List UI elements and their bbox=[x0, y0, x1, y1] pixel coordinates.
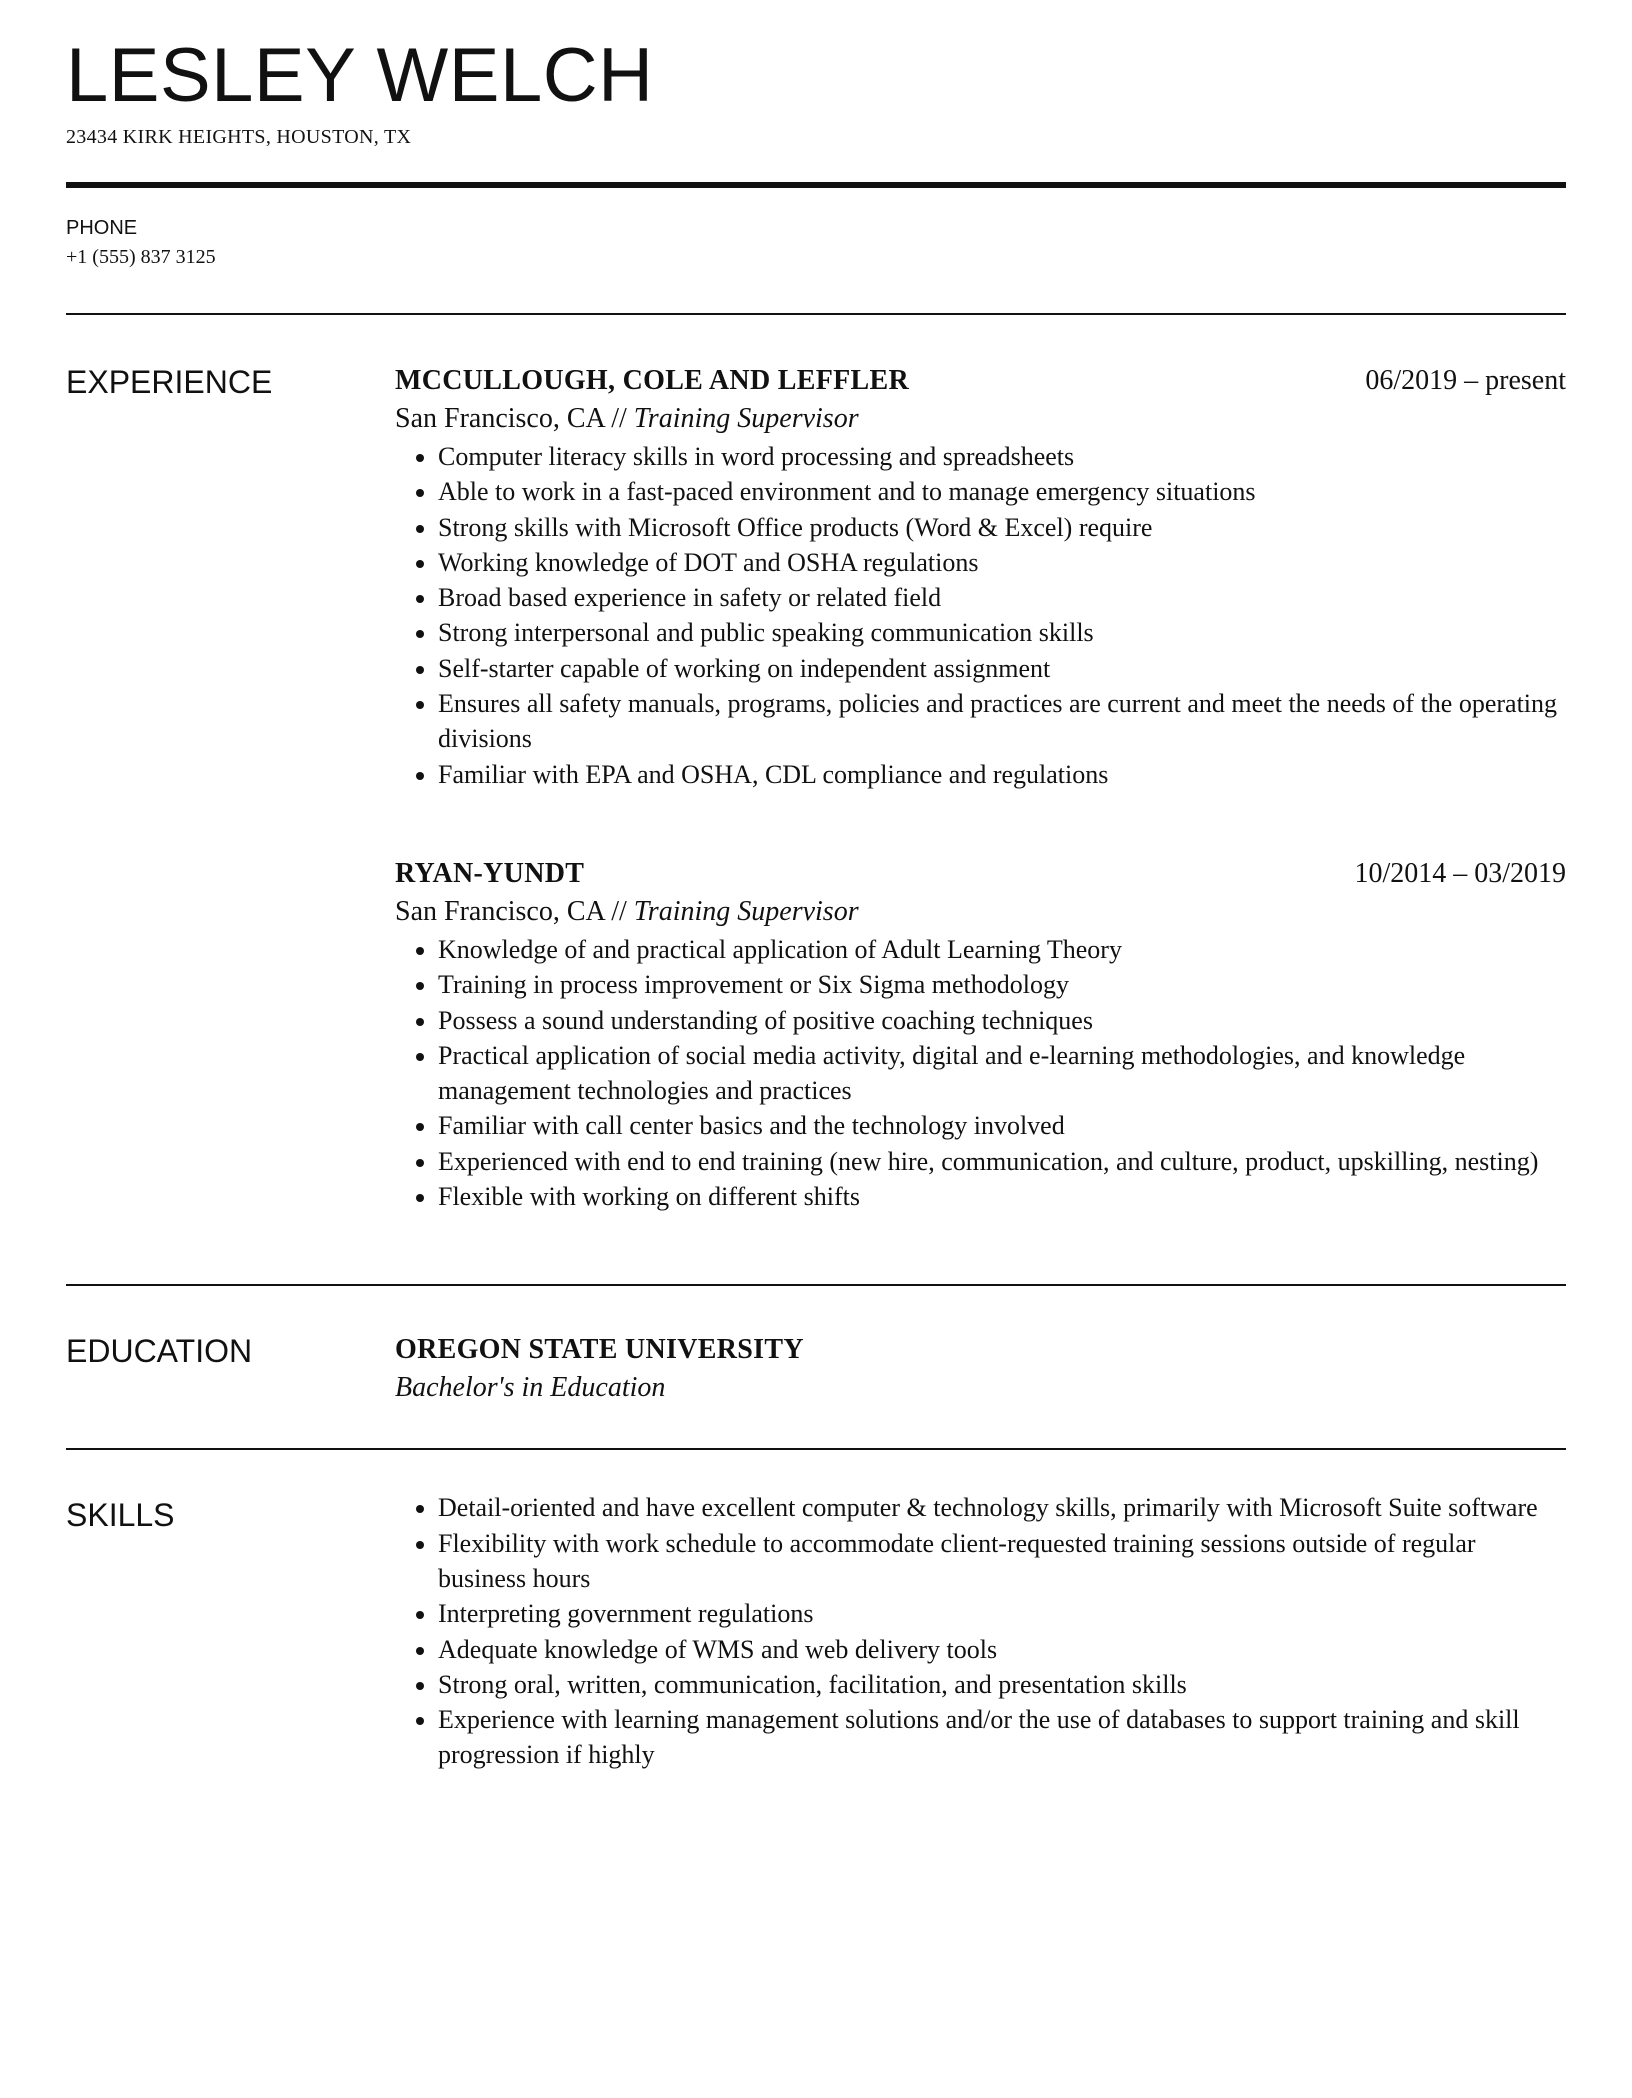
section-divider bbox=[66, 1284, 1566, 1286]
education-body bbox=[395, 1334, 1566, 1404]
job-entry bbox=[395, 365, 1566, 792]
skill-item: • Strong oral, written, communication, facilitation, and presentation skills bbox=[438, 1667, 1566, 1702]
job-role: Training Supervisor bbox=[633, 895, 859, 927]
skill-item: • Experience with learning management solutions and/or the use of databases to support training and skill progression if highly bbox=[438, 1702, 1566, 1773]
experience-section bbox=[66, 365, 1566, 1214]
skills-body bbox=[395, 1493, 1566, 1772]
experience-body bbox=[395, 365, 1566, 1214]
bullet-item: • Strong skills with Microsoft Office products (Word & Excel) require bbox=[438, 510, 1566, 545]
section-title-experience: EXPERIENCE bbox=[66, 364, 273, 400]
bullet-item: • Familiar with EPA and OSHA, CDL compliance and regulations bbox=[438, 757, 1566, 792]
job-meta bbox=[395, 403, 1566, 435]
education-section bbox=[66, 1334, 1566, 1404]
bullet-item: • Training in process improvement or Six Sigma methodology bbox=[438, 967, 1566, 1002]
section-divider bbox=[66, 313, 1566, 315]
contact-block bbox=[66, 217, 1566, 269]
resume-page bbox=[66, 0, 1566, 1773]
bullet-item: • Familiar with call center basics and the technology involved bbox=[438, 1108, 1566, 1143]
bullet-item: • Practical application of social media activity, digital and e-learning methodologies, and knowledge management technologies and practices bbox=[438, 1038, 1566, 1109]
job-separator: // bbox=[611, 403, 627, 434]
bullet-item: • Strong interpersonal and public speaking communication skills bbox=[438, 615, 1566, 650]
bullet-item: • Working knowledge of DOT and OSHA regulations bbox=[438, 545, 1566, 580]
bullet-item: • Possess a sound understanding of positive coaching techniques bbox=[438, 1003, 1566, 1038]
bullet-item: • Ensures all safety manuals, programs, policies and practices are current and meet the needs of the operating divisions bbox=[438, 686, 1566, 757]
job-dates: 06/2019 – present bbox=[1365, 365, 1566, 396]
school-name: OREGON STATE UNIVERSITY bbox=[395, 1334, 804, 1366]
skill-item: • Flexibility with work schedule to accommodate client-requested training sessions outside of regular business hours bbox=[438, 1526, 1566, 1597]
job-bullets bbox=[395, 932, 1566, 1214]
candidate-address: 23434 KIRK HEIGHTS, HOUSTON, TX bbox=[66, 126, 412, 148]
job-header bbox=[395, 858, 1566, 890]
candidate-name: LESLEY WELCH bbox=[66, 33, 654, 118]
job-meta bbox=[395, 896, 1566, 928]
phone-label: PHONE bbox=[66, 217, 138, 239]
section-title-education: EDUCATION bbox=[66, 1333, 253, 1370]
company-name: RYAN-YUNDT bbox=[395, 857, 585, 889]
section-divider bbox=[66, 1448, 1566, 1450]
job-header bbox=[395, 365, 1566, 397]
bullet-item: • Experienced with end to end training (new hire, communication, and culture, product, upskilling, nesting) bbox=[438, 1144, 1566, 1179]
job-entry bbox=[395, 858, 1566, 1214]
bullet-item: • Broad based experience in safety or related field bbox=[438, 580, 1566, 615]
job-bullets bbox=[395, 439, 1566, 792]
job-separator: // bbox=[611, 895, 627, 927]
job-location: San Francisco, CA bbox=[395, 895, 605, 927]
skills-list bbox=[395, 1490, 1566, 1772]
job-dates: 10/2014 – 03/2019 bbox=[1354, 857, 1566, 889]
bullet-item: • Self-starter capable of working on independent assignment bbox=[438, 651, 1566, 686]
company-name: MCCULLOUGH, COLE AND LEFFLER bbox=[395, 365, 909, 396]
bullet-item: • Flexible with working on different shifts bbox=[438, 1179, 1566, 1214]
bullet-item: • Able to work in a fast-paced environment and to manage emergency situations bbox=[438, 474, 1566, 509]
degree: Bachelor's in Education bbox=[395, 1372, 666, 1404]
section-title-skills: SKILLS bbox=[66, 1497, 175, 1534]
skills-section bbox=[66, 1493, 1566, 1772]
bullet-item: • Computer literacy skills in word processing and spreadsheets bbox=[438, 439, 1566, 474]
job-role: Training Supervisor bbox=[633, 403, 859, 434]
skill-item: • Adequate knowledge of WMS and web delivery tools bbox=[438, 1632, 1566, 1667]
job-location: San Francisco, CA bbox=[395, 403, 605, 434]
skill-item: • Interpreting government regulations bbox=[438, 1596, 1566, 1631]
header-divider bbox=[66, 182, 1566, 188]
bullet-item: • Knowledge of and practical application of Adult Learning Theory bbox=[438, 932, 1566, 967]
phone-value: +1 (555) 837 3125 bbox=[66, 246, 216, 268]
skill-item: • Detail-oriented and have excellent computer & technology skills, primarily with Microsoft Suite software bbox=[438, 1490, 1566, 1525]
